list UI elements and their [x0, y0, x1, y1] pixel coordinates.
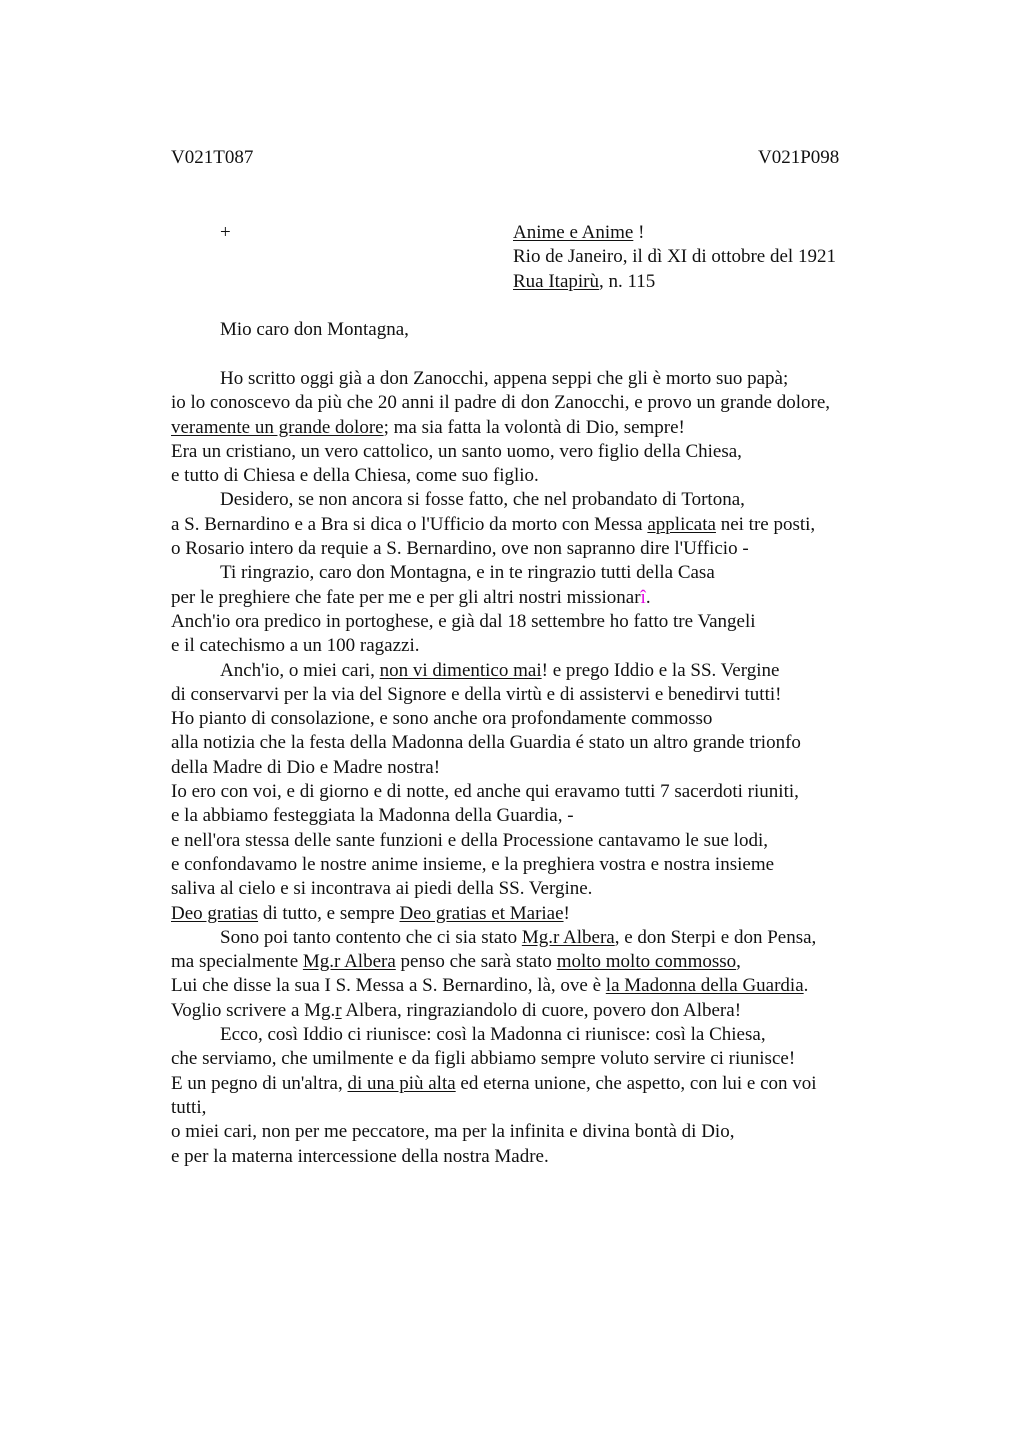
letter-body	[171, 367, 931, 1169]
body-line: della Madre di Dio e Madre nostra!	[171, 756, 441, 778]
body-line: Anch'io ora predico in portoghese, e già dal 18 settembre ho fatto tre Vangeli	[171, 610, 756, 632]
body-line: a S. Bernardino e a Bra si dica o l'Ufficio da morto con Messa applicata nei tre posti,	[171, 513, 816, 535]
street-rest: , n. 115	[599, 271, 656, 292]
place-date: Rio de Janeiro, il dì XI di ottobre del 1921	[513, 246, 836, 267]
body-line: e confondavamo le nostre anime insieme, e la preghiera vostra e nostra insieme	[171, 853, 775, 875]
body-line: Era un cristiano, un vero cattolico, un santo uomo, vero figlio della Chiesa,	[171, 440, 742, 462]
body-line: e tutto di Chiesa e della Chiesa, come suo figlio.	[171, 465, 539, 487]
body-line: e il catechismo a un 100 ragazzi.	[171, 635, 420, 657]
header-right-code: V021P098	[758, 147, 840, 168]
body-line: E un pegno di un'altra, di una più alta ed eterna unione, che aspetto, con lui e con voi	[171, 1072, 817, 1094]
body-line: Anch'io, o miei cari, non vi dimentico mai! e prego Iddio e la SS. Vergine	[220, 659, 780, 681]
cross-mark: +	[220, 222, 231, 243]
body-line: e la abbiamo festeggiata la Madonna della Guardia, -	[171, 805, 574, 827]
motto	[513, 222, 644, 244]
body-line: Ho scritto oggi già a don Zanocchi, appena seppi che gli è morto suo papà;	[220, 368, 789, 389]
body-line: Ti ringrazio, caro don Montagna, e in te ringrazio tutti della Casa	[220, 562, 715, 584]
body-line: e nell'ora stessa delle sante funzioni e della Processione cantavamo le sue lodi,	[171, 829, 768, 851]
street-address	[513, 271, 655, 293]
body-line: che serviamo, che umilmente e da figli abbiamo sempre voluto servire ci riunisce!	[171, 1048, 796, 1070]
street-underlined: Rua Itapirù	[513, 271, 600, 292]
body-line: Desidero, se non ancora si fosse fatto, che nel probandato di Tortona,	[220, 489, 745, 511]
body-line: Deo gratias di tutto, e sempre Deo gratias et Mariae!	[171, 902, 570, 924]
motto-rest: !	[633, 222, 645, 243]
body-line: Io ero con voi, e di giorno e di notte, ed anche qui eravamo tutti 7 sacerdoti riuniti,	[171, 781, 799, 803]
body-line: io lo conoscevo da più che 20 anni il padre di don Zanocchi, e provo un grande dolore,	[171, 392, 830, 414]
body-line: alla notizia che la festa della Madonna della Guardia é stato un altro grande trionfo	[171, 732, 801, 754]
body-line: e per la materna intercessione della nostra Madre.	[171, 1145, 549, 1167]
header-left-code: V021T087	[171, 147, 254, 168]
body-line: ma specialmente Mg.r Albera penso che sarà stato molto molto commosso,	[171, 951, 741, 973]
body-line: Lui che disse la sua I S. Messa a S. Bernardino, là, ove è la Madonna della Guardia.	[171, 975, 809, 997]
body-line: Sono poi tanto contento che ci sia stato Mg.r Albera, e don Sterpi e don Pensa,	[220, 926, 817, 948]
body-line: o miei cari, non per me peccatore, ma per la infinita e divina bontà di Dio,	[171, 1121, 735, 1143]
body-line: o Rosario intero da requie a S. Bernardino, ove non sapranno dire l'Ufficio -	[171, 538, 749, 560]
body-line: Voglio scrivere a Mg.r Albera, ringraziandolo di cuore, povero don Albera!	[171, 999, 742, 1021]
body-line: veramente un grande dolore; ma sia fatta la volontà di Dio, sempre!	[171, 416, 685, 438]
body-line: Ecco, così Iddio ci riunisce: così la Madonna ci riunisce: così la Chiesa,	[220, 1024, 766, 1046]
body-line: saliva al cielo e si incontrava ai piedi della SS. Vergine.	[171, 878, 593, 900]
motto-underlined: Anime e Anime	[513, 222, 634, 243]
body-line: tutti,	[171, 1096, 207, 1118]
body-line: di conservarvi per la via del Signore e della virtù e di assistervi e benedirvi tutti!	[171, 683, 782, 705]
body-line: Ho pianto di consolazione, e sono anche ora profondamente commosso	[171, 708, 713, 730]
body-line: per le preghiere che fate per me e per gli altri nostri missionarî.	[171, 586, 651, 608]
salutation: Mio caro don Montagna,	[220, 319, 409, 340]
